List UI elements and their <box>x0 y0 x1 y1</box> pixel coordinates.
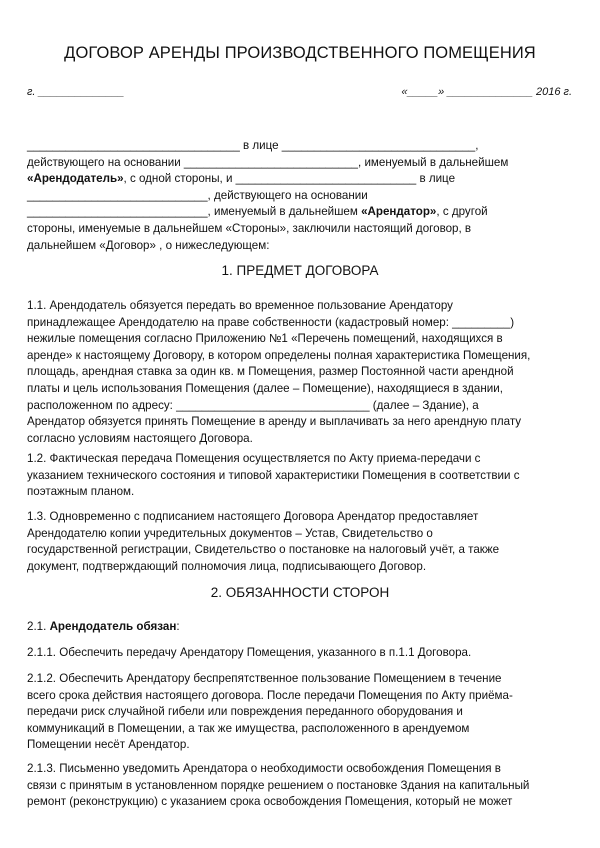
preamble-text: ____________________________, именуемый в дальнейшем <box>27 205 362 219</box>
clause-line: всего срока действия настоящего договора. После передачи Помещения по Акту приёма- <box>27 688 513 702</box>
preamble-line: _________________________________ в лице ______________________________, <box>27 139 479 152</box>
clause-line: нежилые помещения согласно Приложению №1 «Перечень помещений, находящихся в <box>27 332 503 346</box>
lessor-term: «Арендодатель» <box>27 172 124 186</box>
clause-line: аренде» к настоящему Договору, в котором определены полная характеристика Помещения, <box>27 348 531 362</box>
clause-2-1-2 <box>27 671 575 754</box>
preamble <box>27 138 575 254</box>
lessee-term: «Арендатор» <box>361 205 437 219</box>
preamble-text: , с другой <box>436 205 488 219</box>
clause-line <box>27 619 575 636</box>
document-title: ДОГОВОР АРЕНДЫ ПРОИЗВОДСТВЕННОГО ПОМЕЩЕНИЯ <box>64 44 536 62</box>
clause-line: документ, подтверждающий полномочия лица, подписывающего Договор. <box>27 559 427 573</box>
clause-line: связи с принятым в установленном порядке решением о постановке Здания на капитальный <box>27 778 530 792</box>
clause-text: : <box>176 620 180 633</box>
clause-line: 1.3. Одновременно с подписанием настоящего Договора Арендатор предоставляет <box>27 510 479 523</box>
clause-1-1 <box>27 298 575 447</box>
section-2-title: 2. ОБЯЗАННОСТИ СТОРОН <box>210 585 390 600</box>
clause-number: 2.1. <box>27 620 50 633</box>
clause-line: согласно условиям настоящего Договора. <box>27 431 253 445</box>
clause-line: 1.1. Арендодатель обязуется передать во временное пользование Арендатору <box>27 299 453 312</box>
clause-1-2 <box>27 451 575 501</box>
clause-line: указанием технического состояния и типовой характеристики Помещения в соответствии с <box>27 468 520 482</box>
date-field: «_____» ______________ 2016 г. <box>401 86 572 98</box>
clause-line: 2.1.3. Письменно уведомить Арендатора о необходимости освобождения Помещения в <box>27 762 501 775</box>
preamble-line <box>27 204 575 221</box>
city-field: г. ______________ <box>27 86 125 98</box>
clause-line: Арендодателю копии учредительных документов – Устав, Свидетельство о <box>27 526 433 540</box>
clause-2-1-3 <box>27 761 575 811</box>
clause-line: 2.1.1. Обеспечить передачу Арендатору Помещения, указанного в п.1.1 Договора. <box>27 646 472 659</box>
clause-line: Арендатор обязуется принять Помещение в аренду и выплачивать за него арендную плату <box>27 415 522 429</box>
clause-line: коммуникаций в Помещении, а так же имущества, расположенного в арендуемом <box>27 721 470 735</box>
section-1-title: 1. ПРЕДМЕТ ДОГОВОРА <box>221 263 379 278</box>
clause-line: расположенном по адресу: ______________________________ (далее – Здание), а <box>27 398 479 412</box>
clause-line: передачи риск случайной гибели или повреждения переданного оборудования и <box>27 705 463 719</box>
clause-line: принадлежащее Арендодателю на праве собственности (кадастровый номер: _________) <box>27 315 515 329</box>
clause-2-1-1 <box>27 645 575 662</box>
clause-line: Помещении несёт Арендатор. <box>27 738 190 752</box>
preamble-text: , с одной стороны, и ____________________________ в лице <box>123 172 456 186</box>
preamble-line: ____________________________, действующего на основании <box>27 188 368 202</box>
preamble-line: действующего на основании ___________________________, именуемый в дальнейшем <box>27 155 509 169</box>
clause-line: государственной регистрации, Свидетельство о постановке на налоговый учёт, а также <box>27 543 500 557</box>
preamble-line: дальнейшем «Договор» , о нижеследующем: <box>27 238 270 252</box>
clause-1-3 <box>27 509 575 575</box>
clause-line: площадь, арендная ставка за один кв. м Помещения, размер Постоянной части арендной <box>27 365 514 379</box>
preamble-line: стороны, именуемые в дальнейшем «Стороны», заключили настоящий договор, в <box>27 221 472 235</box>
clause-2-1 <box>27 619 575 636</box>
lessor-obligations-heading: Арендодатель обязан <box>49 620 177 633</box>
clause-line: поэтажным планом. <box>27 485 135 499</box>
clause-line: 1.2. Фактическая передача Помещения осуществляется по Акту приема-передачи с <box>27 452 481 465</box>
clause-line: платы и цель использования Помещения (далее – Помещение), находящиеся в здании, <box>27 381 503 395</box>
preamble-line <box>27 171 575 188</box>
clause-line: 2.1.2. Обеспечить Арендатору беспрепятственное пользование Помещением в течение <box>27 672 502 685</box>
clause-line: ремонт (реконструкцию) с указанием срока освобождения Помещения, который не может <box>27 795 513 809</box>
